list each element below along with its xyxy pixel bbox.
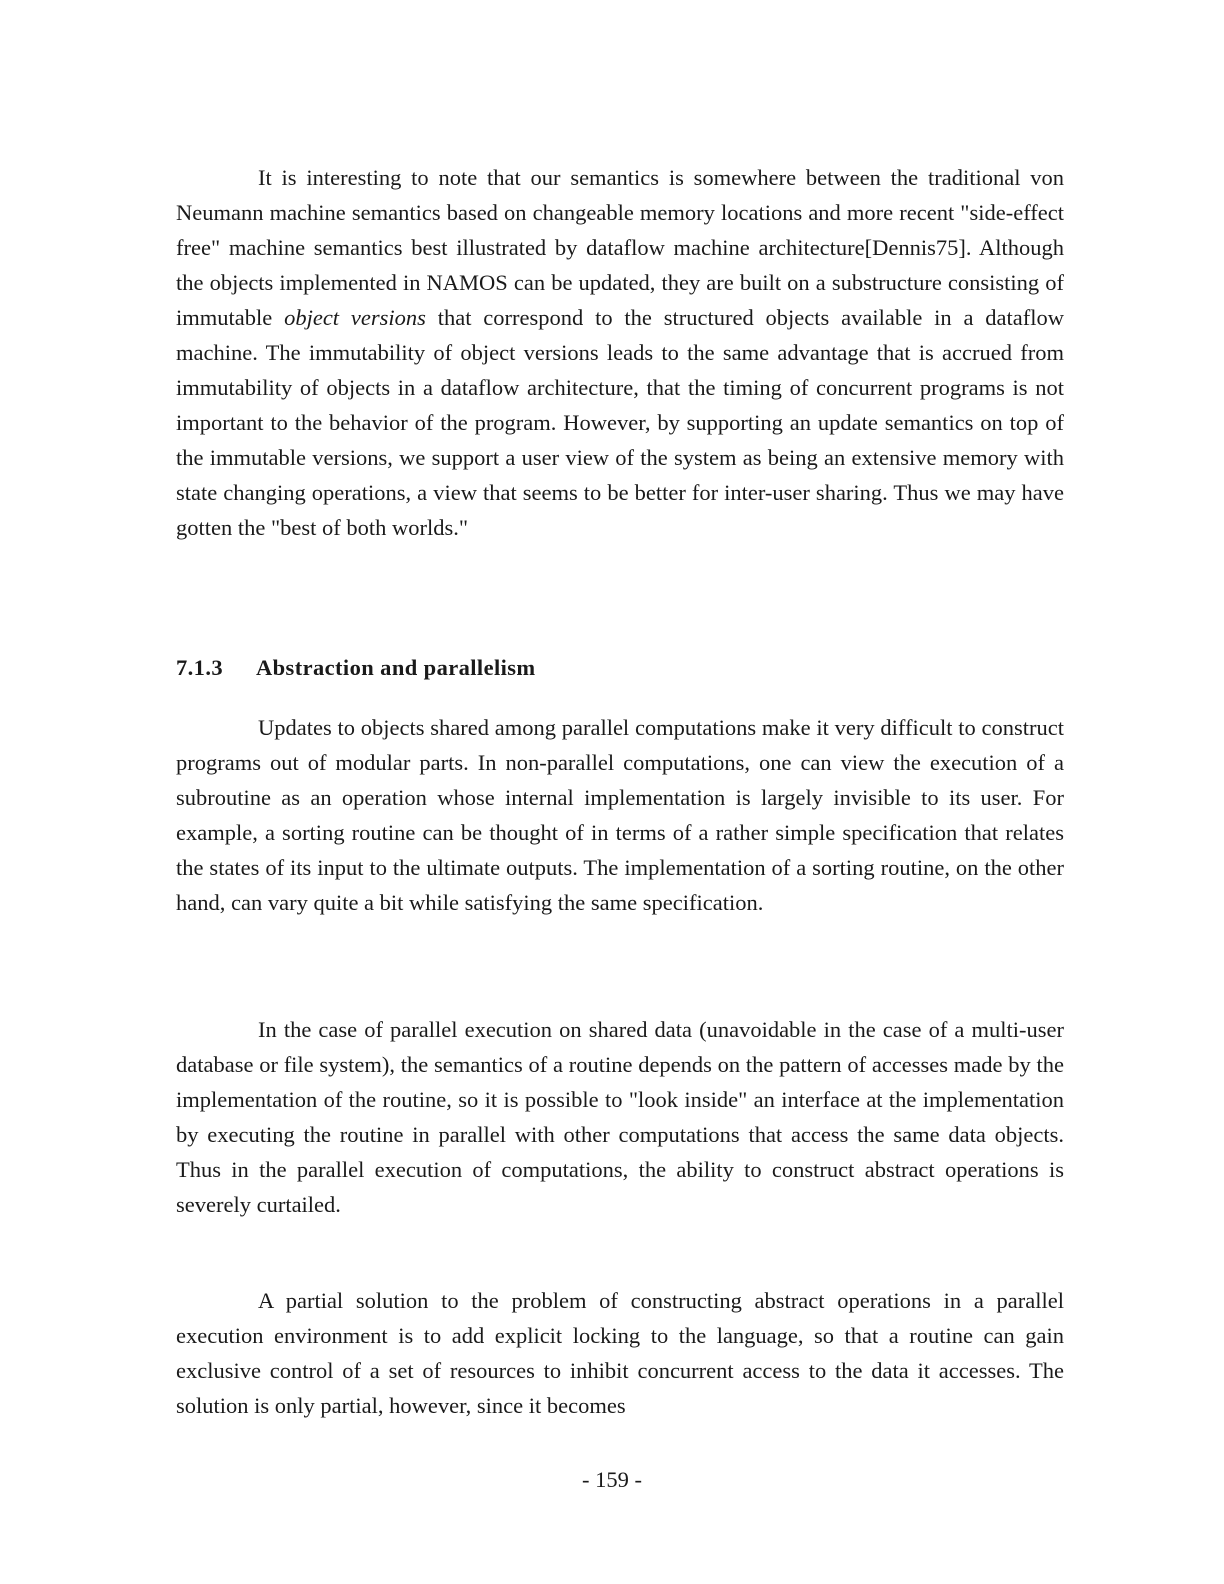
section-number: 7.1.3 — [176, 655, 223, 680]
paragraph-3: In the case of parallel execution on shared data (unavoidable in the case of a multi-user database or file system), the semantics of a routine depends on the pattern of accesses made by the implementation of the routine, so it is possible to "look inside" an interface at the implementation by executing the routine in parallel with other computations that access the same data objects. Thus in the parallel execution of computations, the ability to construct abstract operations is severely curtailed. — [176, 1017, 1064, 1217]
paragraph-1-text-start: It is interesting to note that our semantics is somewhere between the traditional von Neumann machine semantics based on changeable memory locations and more recent "side-effect free" machine semantics best illustrated by dataflow machine architecture[Dennis75]. Although the objects implemented in NAMOS can be updated, they are built on a substructure consisting of immutable — [176, 165, 1064, 330]
paragraph-1 — [176, 160, 1064, 545]
section-heading — [176, 650, 1064, 685]
paragraph-2: Updates to objects shared among parallel computations make it very difficult to construct programs out of modular parts. In non-parallel computations, one can view the execution of a subroutine as an operation whose internal implementation is largely invisible to its user. For example, a sorting routine can be thought of in terms of a rather simple specification that relates the states of its input to the ultimate outputs. The implementation of a sorting routine, on the other hand, can vary quite a bit while satisfying the same specification. — [176, 715, 1064, 915]
section-title: Abstraction and parallelism — [256, 655, 536, 680]
paragraph-1-emphasis: object versions — [284, 305, 426, 330]
paragraph-4: A partial solution to the problem of constructing abstract operations in a parallel execution environment is to add explicit locking to the language, so that a routine can gain exclusive control of a set of resources to inhibit concurrent access to the data it accesses. The solution is only partial, however, since it becomes — [176, 1288, 1064, 1418]
paragraph-1-text-end: that correspond to the structured objects available in a dataflow machine. The immutability of object versions leads to the same advantage that is accrued from immutability of objects in a dataflow architecture, that the timing of concurrent programs is not important to the behavior of the program. However, by supporting an update semantics on top of the immutable versions, we support a user view of the system as being an extensive memory with state changing operations, a view that seems to be better for inter-user sharing. Thus we may have gotten the "best of both worlds." — [176, 305, 1065, 540]
page-number: - 159 - — [582, 1467, 642, 1492]
